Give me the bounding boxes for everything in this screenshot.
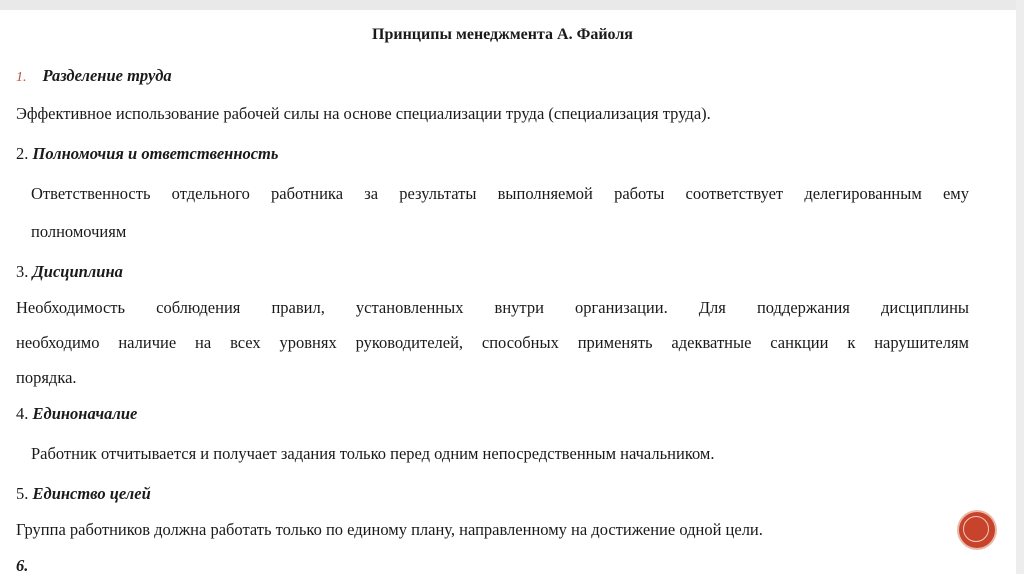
- slide-nav-button[interactable]: [959, 512, 995, 548]
- list-item-4-heading-row: [16, 404, 137, 424]
- list-item-1-text-1: Эффективное использование рабочей силы на основе специализации труда (специализация труда).: [16, 104, 711, 123]
- list-item-6-heading-row: [16, 556, 28, 576]
- list-item-2-text-1: Ответственность отдельного работника за результаты выполняемой работы соответствует делегированным ему: [31, 184, 969, 203]
- list-item-2-heading-row: [16, 144, 278, 164]
- list-item-2-text-2: полномочиям: [31, 222, 127, 241]
- list-item-2-heading: Полномочия и ответственность: [32, 144, 279, 163]
- page-title: Принципы менеджмента А. Файоля: [372, 26, 633, 43]
- list-item-5-number: 5.: [16, 484, 29, 503]
- list-item-3-heading: Дисциплина: [32, 262, 123, 281]
- circle-button-icon: [963, 516, 989, 542]
- list-item-3-text-2: необходимо наличие на всех уровнях руководителей, способных применять адекватные санкции к нарушителям: [16, 333, 969, 352]
- list-item-1-heading-row: [16, 66, 172, 86]
- list-item-5-heading-row: [16, 484, 151, 504]
- list-item-1-heading: Разделение труда: [42, 66, 172, 85]
- slide-top-border: [0, 0, 1024, 10]
- list-item-3-text-3: порядка.: [16, 368, 77, 387]
- slide-right-border: [1016, 0, 1024, 574]
- list-item-4-heading: Единоначалие: [32, 404, 138, 423]
- list-item-4-number: 4.: [16, 404, 29, 423]
- slide: [0, 10, 1016, 574]
- list-item-1-number: 1.: [16, 70, 27, 85]
- list-item-5-heading: Единство целей: [32, 484, 151, 503]
- list-item-5-text-1: Группа работников должна работать только по единому плану, направленному на достижение одной цели.: [16, 520, 763, 539]
- list-item-3-heading-row: [16, 262, 123, 282]
- list-item-3-text-1: Необходимость соблюдения правил, установленных внутри организации. Для поддержания дисциплины: [16, 298, 969, 317]
- list-item-2-number: 2.: [16, 144, 29, 163]
- list-item-6-number: 6.: [16, 556, 29, 575]
- list-item-3-number: 3.: [16, 262, 29, 281]
- list-item-4-text-1: Работник отчитывается и получает задания только перед одним непосредственным начальником.: [31, 444, 715, 463]
